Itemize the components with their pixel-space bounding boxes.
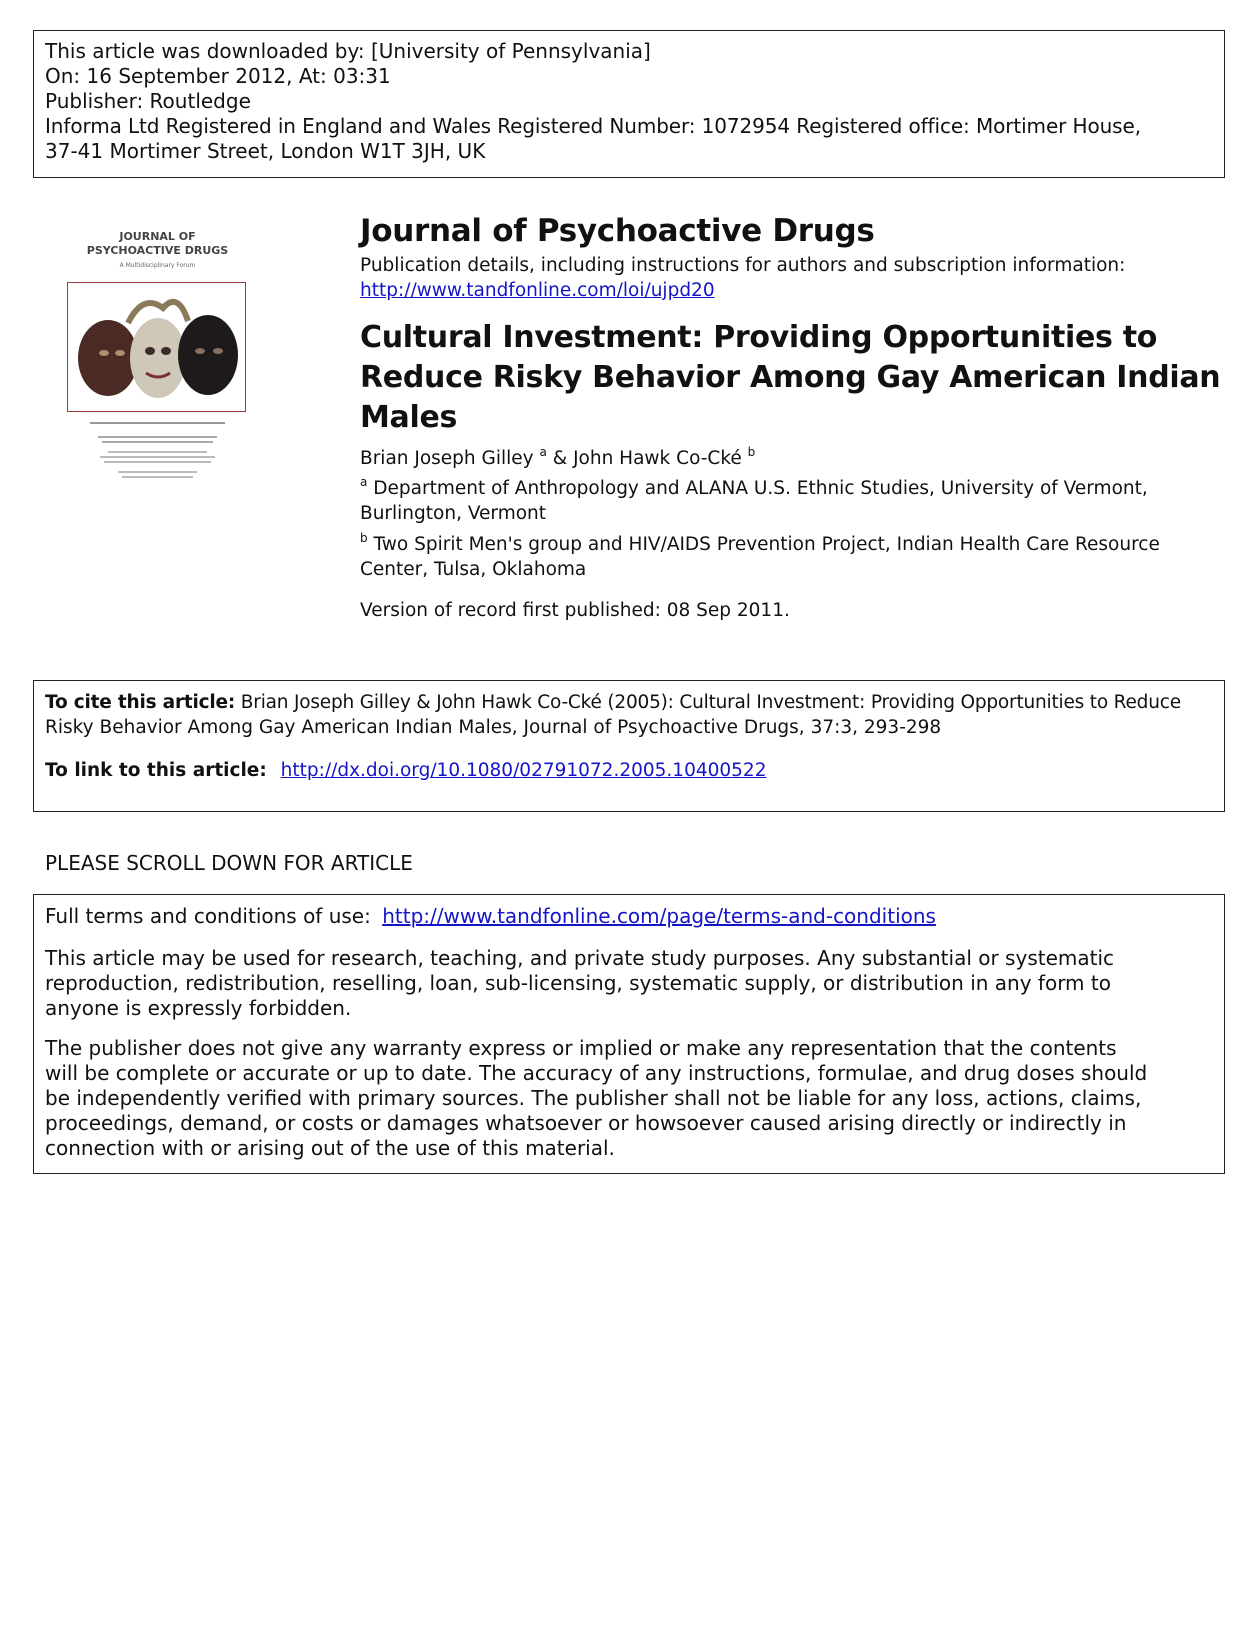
affiliation-b-mark: b [360, 531, 368, 545]
registered-address-line: 37-41 Mortimer Street, London W1T 3JH, UK [45, 139, 486, 163]
download-date-line: On: 16 September 2012, At: 03:31 [45, 64, 391, 88]
terms-line [45, 904, 936, 928]
article-title-line3: Males [360, 400, 458, 435]
author-2-affil-mark: b [747, 445, 756, 459]
cover-fine-print [90, 418, 225, 481]
masks-illustration [68, 283, 244, 410]
affiliation-a-mark: a [360, 475, 368, 489]
terms-p1-line2: reproduction, redistribution, reselling, loan, sub-licensing, systematic supply, or distribution in any form to [45, 971, 1111, 995]
author-2: John Hawk Co-Cké [573, 448, 742, 469]
publication-details: Publication details, including instructions for authors and subscription information: [360, 255, 1126, 276]
journal-cover-image [60, 220, 255, 505]
author-1-affil-mark: a [539, 445, 547, 459]
affiliation-b-text: Two Spirit Men's group and HIV/AIDS Prevention Project, Indian Health Care Resource [373, 534, 1160, 555]
journal-title: Journal of Psychoactive Drugs [360, 213, 875, 249]
terms-label: Full terms and conditions of use: [45, 904, 371, 928]
terms-p2-line3: be independently verified with primary sources. The publisher shall not be liable for any loss, actions, claims, [45, 1086, 1142, 1110]
cite-text-line1: Brian Joseph Gilley & John Hawk Co-Cké (2005): Cultural Investment: Providing Opportunities to Reduce [240, 692, 1181, 713]
cover-artwork [67, 282, 246, 412]
affiliation-a-line1 [360, 475, 1148, 499]
terms-p1-line3: anyone is expressly forbidden. [45, 996, 352, 1020]
terms-p1-line1: This article may be used for research, teaching, and private study purposes. Any substantial or systematic [45, 946, 1115, 970]
registered-office-line: Informa Ltd Registered in England and Wales Registered Number: 1072954 Registered office: Mortimer House, [45, 114, 1141, 138]
link-label: To link to this article: [45, 760, 267, 781]
publisher-line: Publisher: Routledge [45, 89, 251, 113]
authors-line [360, 445, 756, 469]
author-separator: & [552, 448, 568, 469]
terms-p2-line4: proceedings, demand, or costs or damages whatsoever or howsoever caused arising directly or indirectly in [45, 1111, 1127, 1135]
cite-text-line2: Risky Behavior Among Gay American Indian Males, Journal of Psychoactive Drugs, 37:3, 293-298 [45, 717, 942, 738]
affiliation-a-line2: Burlington, Vermont [360, 503, 547, 524]
affiliation-b-line1 [360, 531, 1160, 555]
cover-title-line2: PSYCHOACTIVE DRUGS [86, 244, 229, 257]
link-line [45, 760, 766, 781]
terms-p2-line2: will be complete or accurate or up to date. The accuracy of any instructions, formulae, and drug doses should [45, 1061, 1148, 1085]
affiliation-a-text: Department of Anthropology and ALANA U.S. Ethnic Studies, University of Vermont, [373, 478, 1148, 499]
cover-subtitle: A Multidisciplinary Forum [119, 262, 196, 269]
terms-p2-line1: The publisher does not give any warranty express or implied or make any representation that the contents [45, 1036, 1117, 1060]
download-info-line: This article was downloaded by: [University of Pennsylvania] [45, 39, 651, 63]
version-of-record: Version of record first published: 08 Sep 2011. [360, 600, 790, 621]
journal-url-link[interactable]: http://www.tandfonline.com/loi/ujpd20 [360, 280, 715, 301]
article-title-line1: Cultural Investment: Providing Opportunities to [360, 320, 1158, 355]
cover-title-line1: JOURNAL OF [119, 230, 196, 243]
terms-url-link[interactable]: http://www.tandfonline.com/page/terms-and-conditions [382, 904, 936, 928]
affiliation-b-line2: Center, Tulsa, Oklahoma [360, 559, 587, 580]
author-1: Brian Joseph Gilley [360, 448, 534, 469]
doi-link[interactable]: http://dx.doi.org/10.1080/02791072.2005.10400522 [280, 760, 767, 781]
terms-p2-line5: connection with or arising out of the use of this material. [45, 1136, 615, 1160]
cite-label: To cite this article: [45, 692, 236, 713]
cite-line1 [45, 692, 1181, 713]
scroll-notice: PLEASE SCROLL DOWN FOR ARTICLE [45, 851, 413, 875]
article-title-line2: Reduce Risky Behavior Among Gay American Indian [360, 360, 1221, 395]
